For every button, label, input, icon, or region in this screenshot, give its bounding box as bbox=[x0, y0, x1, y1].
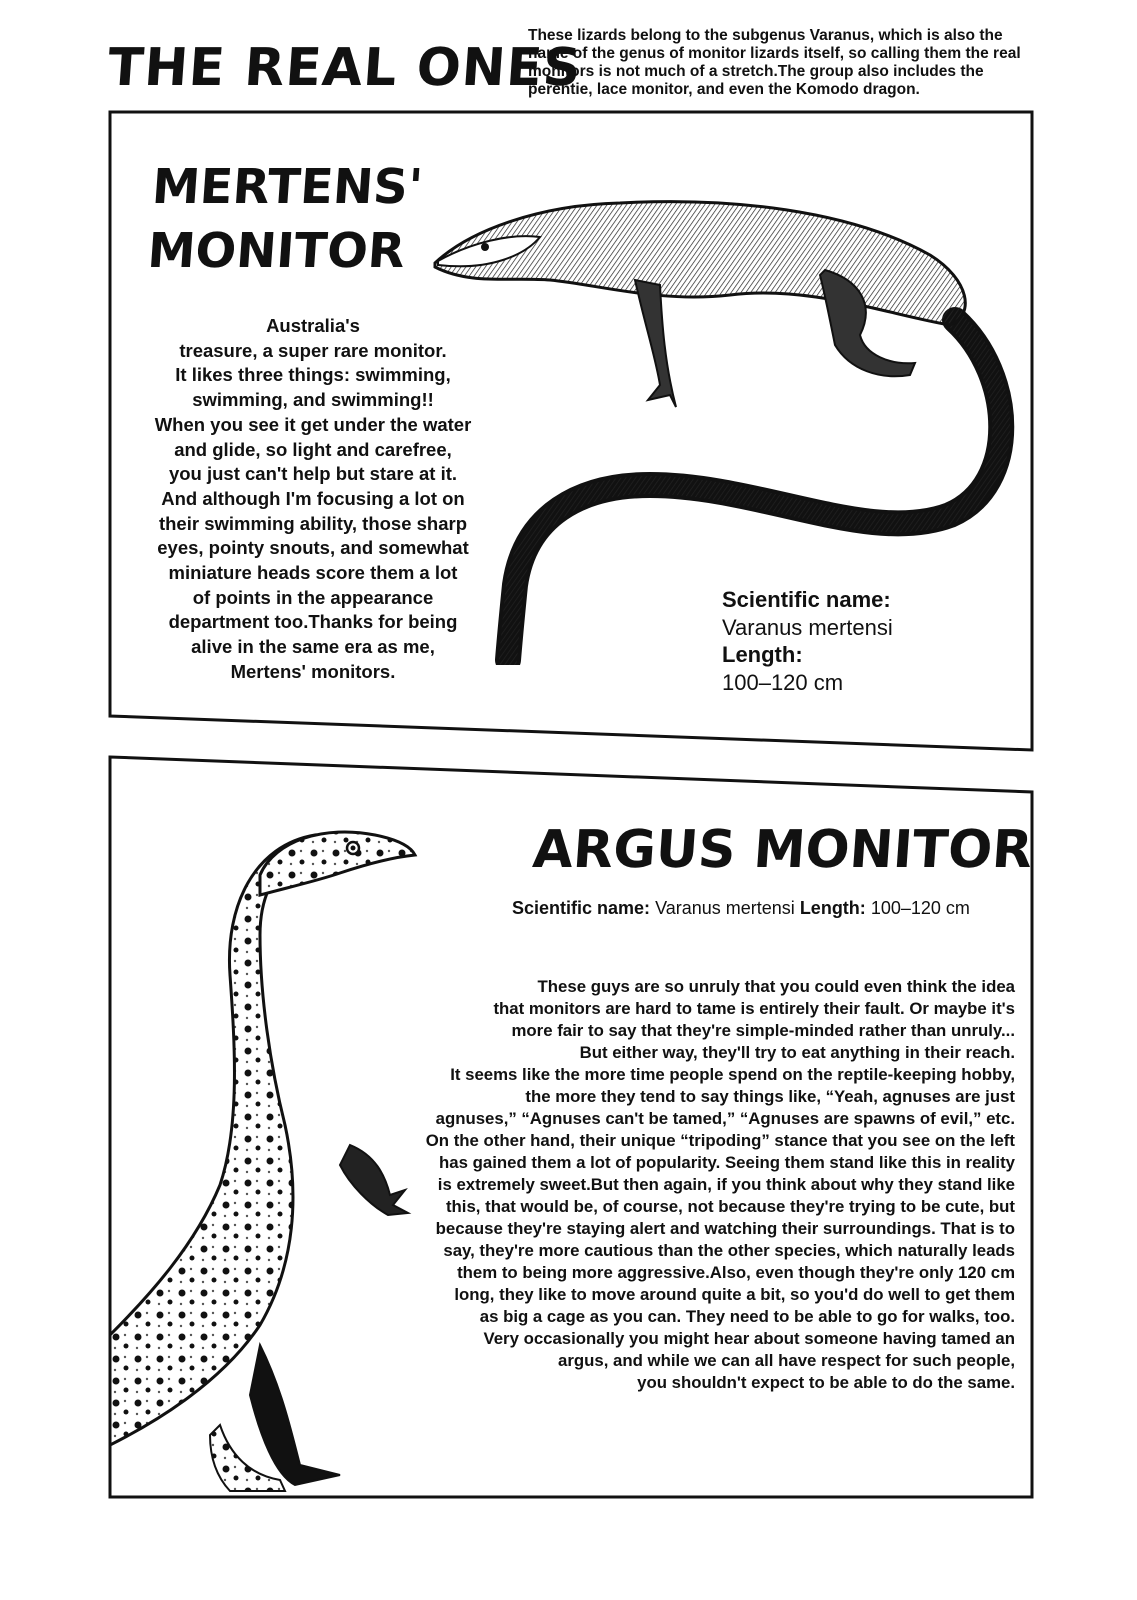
mertens-line: miniature heads score them a lot bbox=[168, 562, 458, 584]
mertens-sci-label: Scientific name: bbox=[722, 587, 891, 612]
argus-line: On the other hand, their unique “tripoding” stance that you see on the left bbox=[425, 1131, 1015, 1150]
argus-line: this, that would be, of course, not because they're trying to be cute, but bbox=[445, 1197, 1015, 1216]
argus-description bbox=[395, 976, 1015, 1394]
argus-line: argus, and while we can all have respect for such people, bbox=[558, 1351, 1015, 1370]
argus-sci-value: Varanus mertensi bbox=[655, 898, 795, 918]
mertens-line: of points in the appearance bbox=[192, 586, 434, 608]
page-title: THE REAL ONES bbox=[105, 38, 584, 98]
mertens-sci-value: Varanus mertensi bbox=[722, 614, 893, 640]
argus-line: because they're staying alert and watching their surroundings. That is to bbox=[435, 1219, 1015, 1238]
argus-line: say, they're more cautious than the other species, which naturally leads bbox=[443, 1241, 1015, 1260]
argus-length-value: 100–120 cm bbox=[870, 898, 970, 918]
argus-line: them to being more aggressive.Also, even though they're only 120 cm bbox=[457, 1263, 1015, 1282]
mertens-line: It likes three things: swimming, bbox=[175, 364, 451, 386]
argus-monitor-illustration bbox=[110, 825, 430, 1495]
argus-line: Very occasionally you might hear about someone having tamed an bbox=[483, 1329, 1015, 1348]
mertens-line: alive in the same era as me, bbox=[191, 636, 435, 658]
mertens-length-value: 100–120 cm bbox=[722, 669, 844, 695]
argus-line: has gained them a lot of popularity. Seeing them stand like this in reality bbox=[439, 1153, 1015, 1172]
argus-line: long, they like to move around quite a bit, so you'd do well to get them bbox=[454, 1285, 1015, 1304]
argus-line: It seems like the more time people spend on the reptile-keeping hobby, bbox=[450, 1065, 1015, 1084]
argus-sci-label: Scientific name: bbox=[512, 898, 651, 918]
argus-line: as big a cage as you can. They need to be able to go for walks, too. bbox=[479, 1307, 1015, 1326]
mertens-line: swimming, and swimming!! bbox=[192, 389, 434, 411]
mertens-line: When you see it get under the water bbox=[154, 413, 472, 435]
mertens-facts bbox=[722, 586, 982, 696]
mertens-line: you just can't help but stare at it. bbox=[168, 463, 458, 485]
mertens-line: Mertens' monitors. bbox=[230, 660, 396, 682]
mertens-line: eyes, pointy snouts, and somewhat bbox=[157, 537, 469, 559]
argus-line: the more they tend to say things like, “Yeah, agnuses are just bbox=[525, 1087, 1015, 1106]
argus-line: But either way, they'll try to eat anything in their reach. bbox=[579, 1043, 1015, 1062]
mertens-title-line2: MONITOR bbox=[145, 223, 407, 279]
mertens-eye bbox=[481, 243, 489, 251]
mertens-description bbox=[138, 314, 488, 685]
argus-line: more fair to say that they're simple-minded rather than unruly... bbox=[511, 1021, 1015, 1040]
argus-line: agnuses,” “Agnuses can't be tamed,” “Agnuses are spawns of evil,” etc. bbox=[435, 1109, 1015, 1128]
mertens-line: their swimming ability, those sharp bbox=[158, 512, 468, 534]
argus-line: that monitors are hard to tame is entirely their fault. Or maybe it's bbox=[493, 999, 1015, 1018]
intro-text: These lizards belong to the subgenus Varanus, which is also the name of the genus of monitor lizards itself, so calling them the real monitors is not much of a stretch.The group also includes the perentie, lace monitor, and even the Komodo dragon. bbox=[528, 27, 1021, 98]
mertens-length-label: Length: bbox=[722, 642, 803, 667]
argus-eye bbox=[347, 842, 359, 854]
mertens-line: Australia's bbox=[266, 315, 360, 336]
argus-line: is extremely sweet.But then again, if you think about why they stand like bbox=[437, 1175, 1015, 1194]
mertens-line: And although I'm focusing a lot on bbox=[161, 487, 465, 509]
argus-length-label: Length: bbox=[799, 898, 866, 918]
argus-line: you shouldn't expect to be able to do the same. bbox=[637, 1373, 1015, 1392]
mertens-title bbox=[146, 155, 425, 283]
argus-line: These guys are so unruly that you could even think the idea bbox=[537, 977, 1015, 996]
argus-title: ARGUS MONITOR bbox=[530, 820, 1035, 880]
argus-facts bbox=[512, 898, 1012, 919]
mertens-line: department too.Thanks for being bbox=[168, 611, 458, 633]
mertens-line: and glide, so light and carefree, bbox=[174, 438, 452, 460]
mertens-title-line1: MERTENS' bbox=[150, 159, 425, 215]
mertens-line: treasure, a super rare monitor. bbox=[179, 339, 447, 361]
